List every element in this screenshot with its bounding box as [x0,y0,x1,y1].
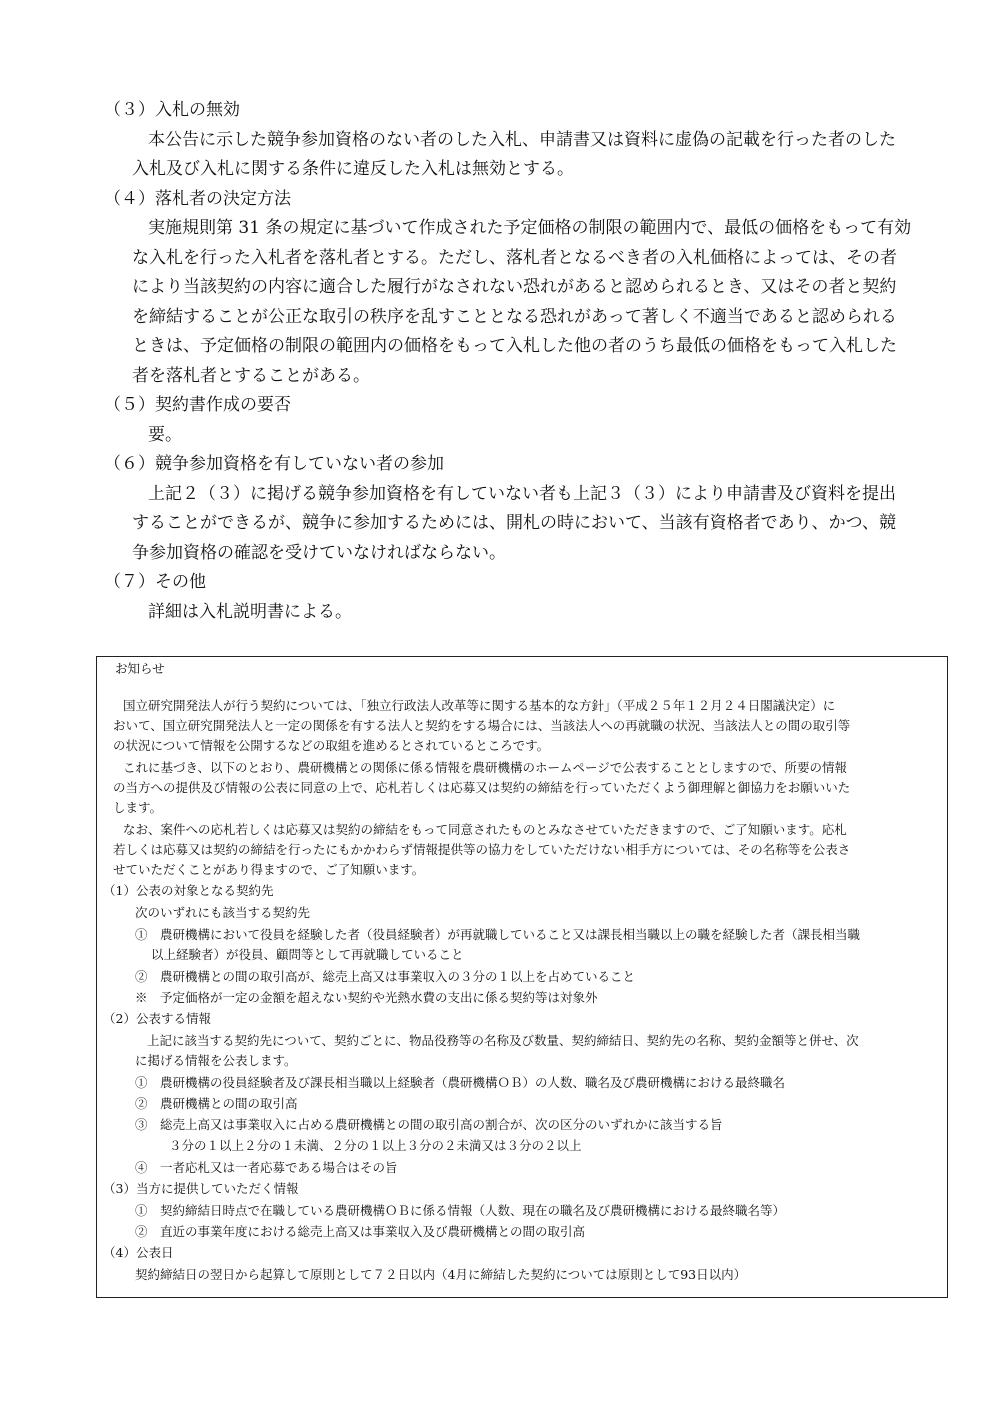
notice-item-line: 次のいずれにも該当する契約先 [135,905,311,920]
section-heading: （４）落札者の決定方法 [104,189,291,209]
notice-item-line: 契約締結日の翌日から起算して原則として７２日以内（4月に締結した契約については原則として93日以内） [135,1267,747,1282]
notice-item-line: ② 農研機構との間の取引高 [135,1096,298,1111]
section-body-line: 実施規則第 31 条の規定に基づいて作成された予定価格の制限の範囲内で、最低の価格をもって有効 [148,218,912,238]
notice-item-line: 上記に該当する契約先について、契約ごとに、物品役務等の名称及び数量、契約締結日、契約先の名称、契約金額等と併せ、次 [147,1033,859,1048]
notice-item-line: 以上経験者）が役員、顧問等として再就職していること [151,947,464,962]
notice-paragraph-line: 国立研究開発法人が行う契約については、「独立行政法人改革等に関する基本的な方針」（平成２５年１２月２４日閣議決定）に [123,698,836,713]
section-body-line: 上記２（３）に掲げる競争参加資格を有していない者も上記３（３）により申請書及び資料を提出 [148,484,896,504]
section-body-line: 入札及び入札に関する条件に違反した入札は無効とする。 [132,159,574,179]
notice-item-line: ① 農研機構の役員経験者及び課長相当職以上経験者（農研機構ＯＢ）の人数、職名及び農研機構における最終職名 [135,1075,786,1090]
section-heading: （７）その他 [104,572,206,592]
notice-paragraph-line: の状況について情報を公開するなどの取組を進めるとされているところです。 [113,738,550,753]
notice-paragraph-line: します。 [113,800,163,815]
notice-paragraph-line: なお、案件への応札若しくは応募又は契約の締結をもって同意されたものとみなさせていただきますので、ご了知願います。応札 [123,822,847,837]
notice-item-line: ※ 予定価格が一定の金額を超えない契約や光熱水費の支出に係る契約等は対象外 [135,990,598,1005]
section-body-line: 詳細は入札説明書による。 [148,602,352,622]
notice-paragraph-line: の当方への提供及び情報の公表に同意の上で、応札若しくは応募又は契約の締結を行っていただくよう御理解と御協力をお願いいた [113,780,851,795]
notice-item-heading: （4）公表日 [103,1245,174,1260]
section-heading: （６）競争参加資格を有していない者の参加 [104,454,444,474]
notice-item-line: ② 直近の事業年度における総売上高又は事業収入及び農研機構との間の取引高 [135,1224,586,1239]
notice-item-heading: （1）公表の対象となる契約先 [103,883,274,898]
section-body-line: な入札を行った入札者を落札者とする。ただし、落札者となるべき者の入札価格によっては、その者 [132,248,897,268]
notice-item-line: ① 契約締結日時点で在職している農研機構ＯＢに係る情報（人数、現在の職名及び農研機構における最終職名等） [135,1203,786,1218]
section-heading: （５）契約書作成の要否 [104,395,291,415]
section-body-line: することができるが、競争に参加するためには、開札の時において、当該有資格者であり、かつ、競 [132,513,896,533]
notice-item-line: ② 農研機構との間の取引高が、総売上高又は事業収入の３分の１以上を占めていること [135,969,636,984]
notice-paragraph-line: 若しくは応募又は契約の締結を行ったにもかかわらず情報提供等の協力をしていただけない相手方については、その名称等を公表さ [113,842,851,857]
notice-item-heading: （2）公表する情報 [103,1011,211,1026]
notice-paragraph-line: せていただくことがあり得ますので、ご了知願います。 [113,862,425,877]
section-body-line: 要。 [148,425,182,445]
section-body-line: により当該契約の内容に適合した履行がなされない恐れがあると認められるとき、又はその者と契約 [132,277,897,297]
notice-box [96,656,948,1298]
notice-paragraph-line: おいて、国立研究開発法人と一定の関係を有する法人と契約をする場合には、当該法人への再就職の状況、当該法人との間の取引等 [113,718,851,733]
section-body-line: 者を落札者とすることがある。 [132,366,370,386]
section-body-line: ときは、予定価格の制限の範囲内の価格をもって入札した他の者のうち最低の価格をもって入札した [132,336,897,356]
notice-item-line: ① 農研機構において役員を経験した者（役員経験者）が再就職していること又は課長相当職以上の職を経験した者（課長相当職 [135,927,861,942]
notice-item-line: ③ 総売上高又は事業収入に占める農研機構との間の取引高の割合が、次の区分のいずれかに該当する旨 [135,1117,723,1132]
section-body-line: を締結することが公正な取引の秩序を乱すこととなる恐れがあって著しく不適当であると認められる [132,307,897,327]
section-body-line: 争参加資格の確認を受けていなければならない。 [132,543,506,563]
notice-item-heading: （3）当方に提供していただく情報 [103,1181,299,1196]
section-body-line: 本公告に示した競争参加資格のない者のした入札、申請書又は資料に虚偽の記載を行った者のした [148,130,896,150]
notice-paragraph-line: これに基づき、以下のとおり、農研機構との関係に係る情報を農研機構のホームページで公表することとしますので、所要の情報 [123,760,848,775]
notice-title: お知らせ [115,661,165,676]
notice-item-line: に掲げる情報を公表します。 [135,1053,297,1068]
notice-item-line: ④ 一者応札又は一者応募である場合はその旨 [135,1160,398,1175]
section-heading: （３）入札の無効 [104,100,240,120]
notice-item-line: ３分の１以上２分の１未満、２分の１以上３分の２未満又は３分の２以上 [169,1138,582,1153]
